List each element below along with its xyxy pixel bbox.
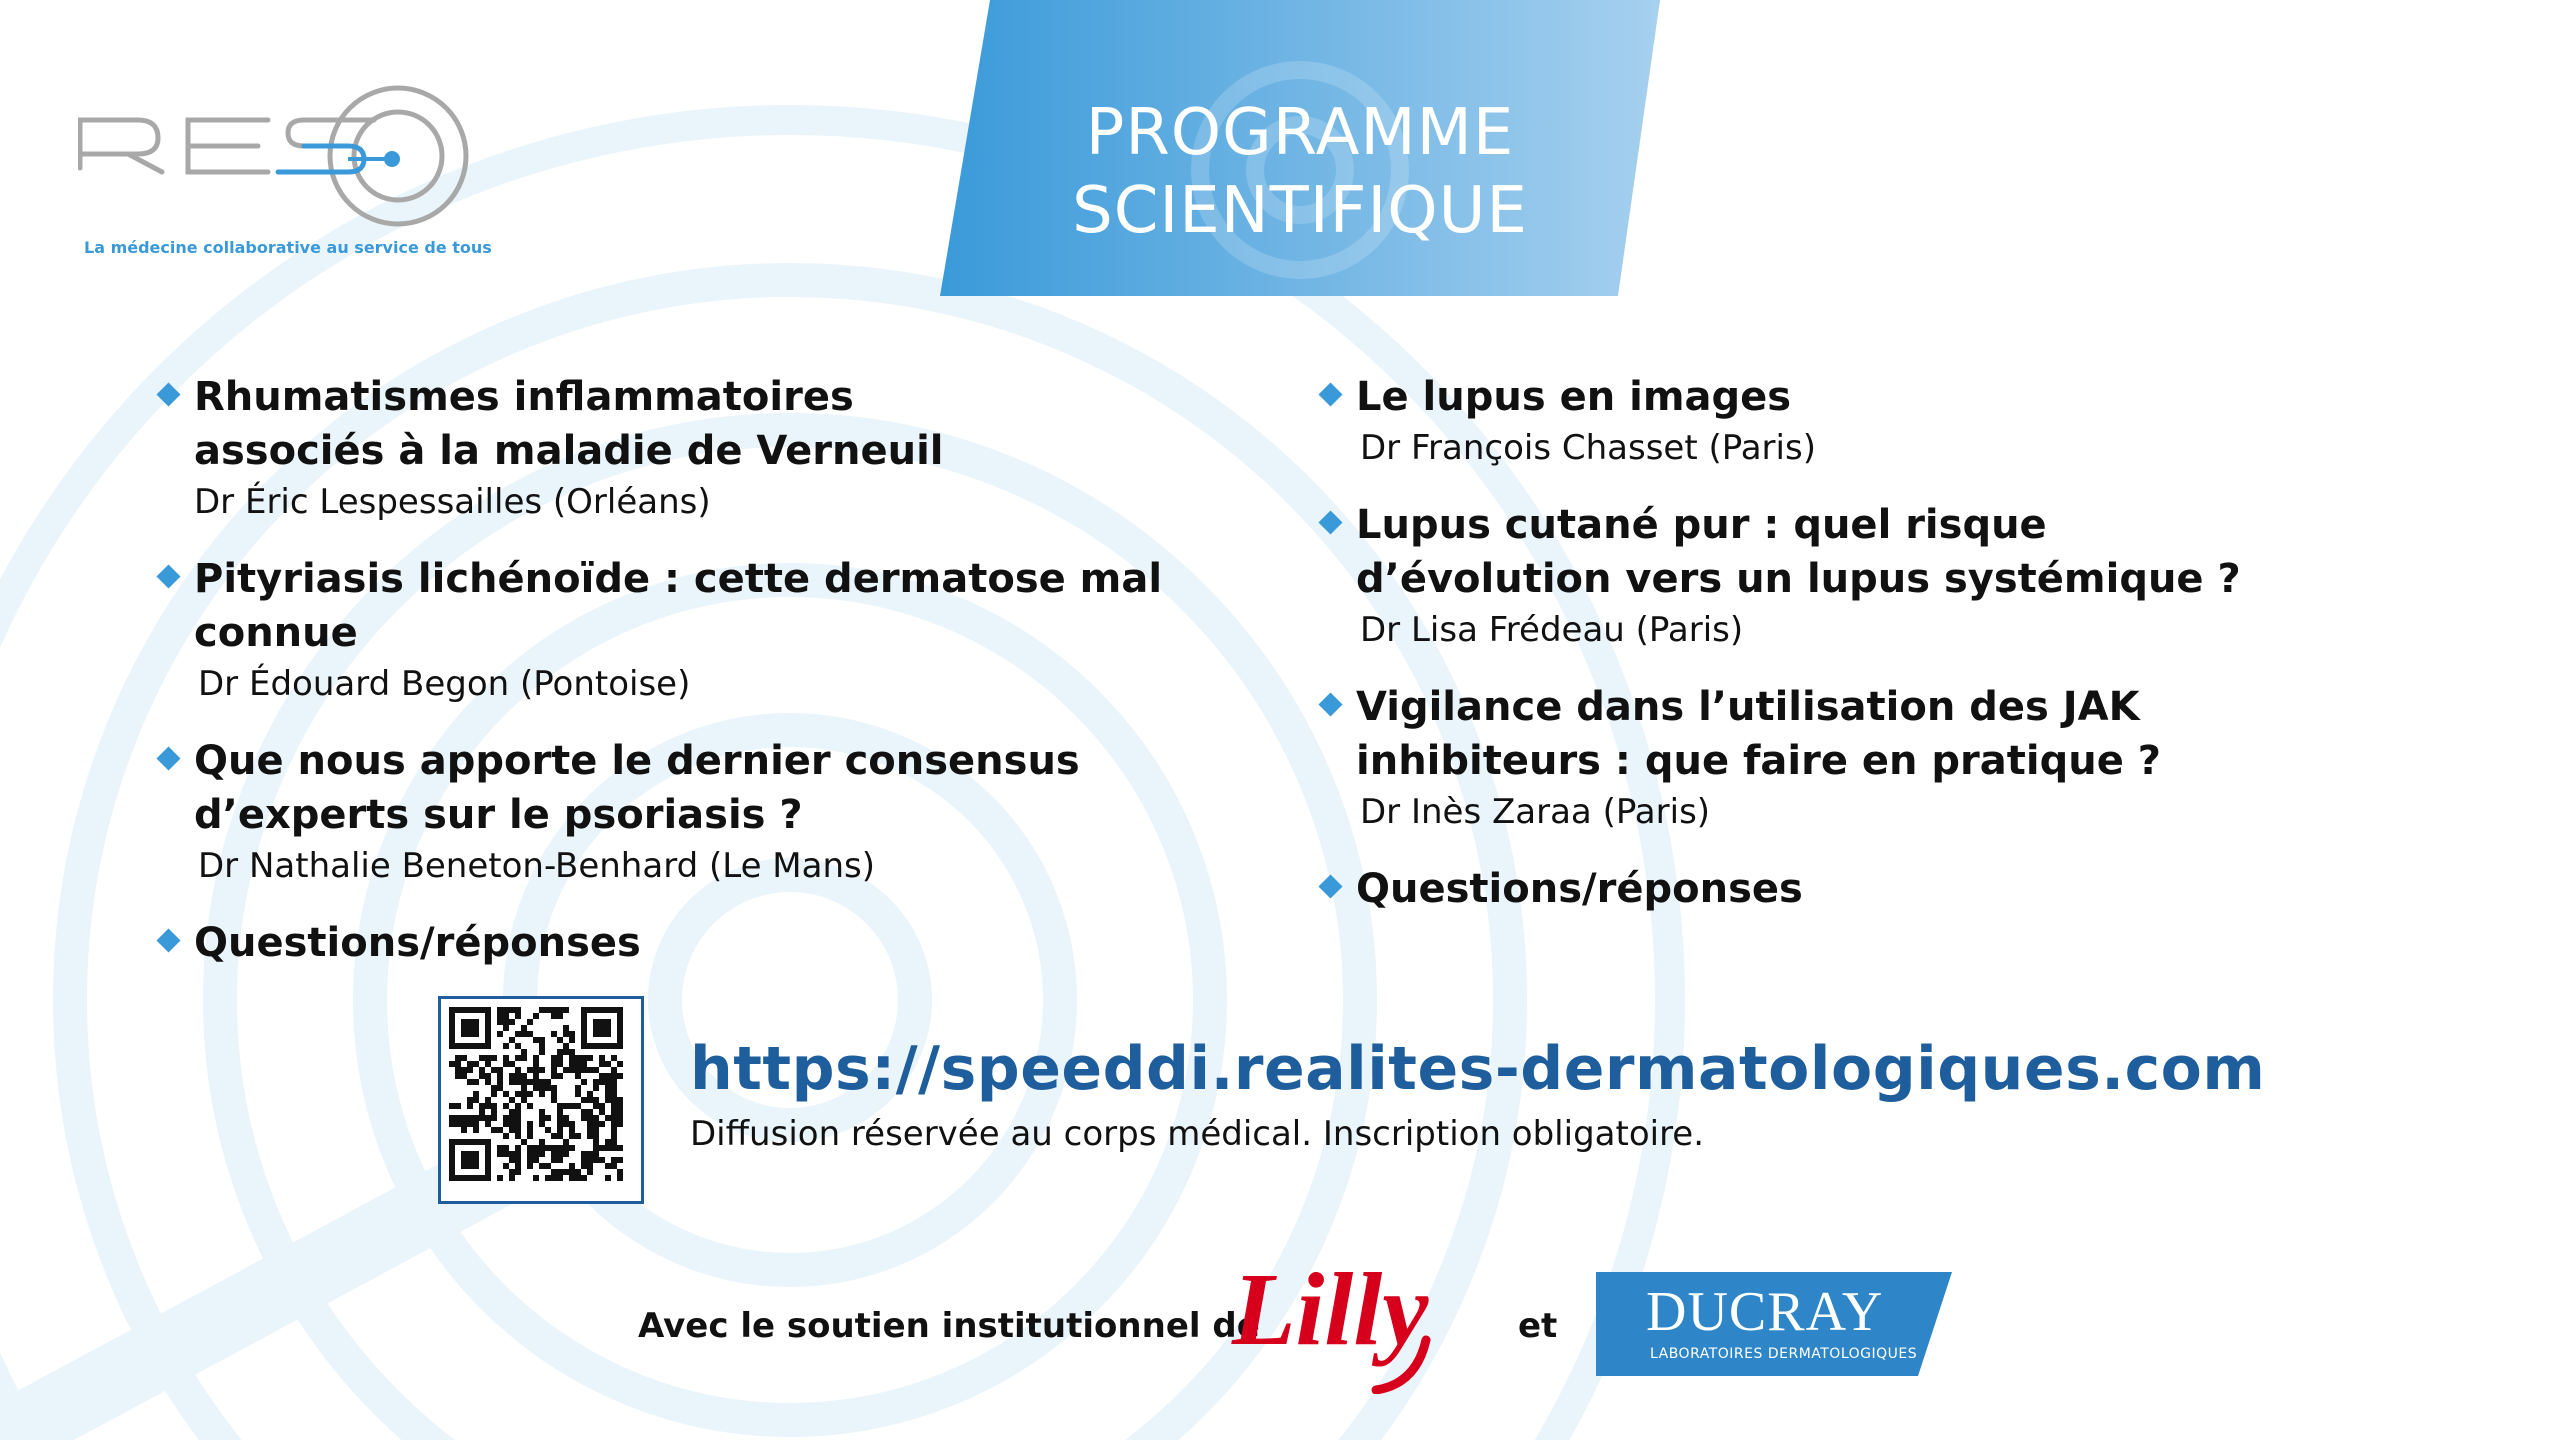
bullet-diamond-icon bbox=[1318, 382, 1342, 406]
program-item bbox=[1320, 862, 2460, 916]
program-right-column bbox=[1320, 370, 2460, 916]
program-item bbox=[1320, 498, 2460, 654]
reso-logo-graphic bbox=[78, 80, 478, 230]
program-item-title: Rhumatismes inflammatoires associés à la maladie de Verneuil bbox=[194, 374, 944, 474]
program-item bbox=[158, 916, 1308, 970]
program-left-column bbox=[158, 370, 1308, 970]
program-item bbox=[1320, 370, 2460, 472]
program-item-title: Le lupus en images bbox=[1356, 374, 1792, 420]
program-item-title: Lupus cutané pur : quel risque d’évolution vers un lupus systémique ? bbox=[1356, 502, 2241, 602]
bullet-diamond-icon bbox=[1318, 692, 1342, 716]
program-item-title: Que nous apporte le dernier consensus d’experts sur le psoriasis ? bbox=[194, 738, 1080, 838]
registration-link[interactable]: https://speeddi.realites-dermatologiques.com bbox=[690, 1034, 2266, 1104]
ducray-logo bbox=[1596, 1272, 1952, 1376]
sponsor-conjunction: et bbox=[1518, 1306, 1558, 1346]
bullet-diamond-icon bbox=[156, 928, 180, 952]
bullet-diamond-icon bbox=[156, 564, 180, 588]
bullet-diamond-icon bbox=[156, 746, 180, 770]
program-header bbox=[940, 0, 1660, 296]
program-item-speaker: Dr Édouard Begon (Pontoise) bbox=[198, 664, 691, 704]
program-item-speaker: Dr Lisa Frédeau (Paris) bbox=[1360, 610, 1744, 650]
program-item-title: Questions/réponses bbox=[1356, 866, 1803, 912]
header-title-line2: SCIENTIFIQUE bbox=[1072, 174, 1528, 248]
header-title-line1: PROGRAMME bbox=[1085, 96, 1515, 170]
program-item-speaker: Dr François Chasset (Paris) bbox=[1360, 428, 1816, 468]
ducray-logo-name: DUCRAY bbox=[1646, 1281, 1884, 1343]
lilly-logo-graphic bbox=[1226, 1244, 1486, 1394]
reso-logo bbox=[78, 80, 492, 260]
program-item-title: Pityriasis lichénoïde : cette dermatose mal connue bbox=[194, 556, 1163, 656]
sponsor-intro: Avec le soutien institutionnel de bbox=[638, 1306, 1260, 1346]
bullet-diamond-icon bbox=[1318, 510, 1342, 534]
program-item-title: Questions/réponses bbox=[194, 920, 641, 966]
program-item-title: Vigilance dans l’utilisation des JAK inhibiteurs : que faire en pratique ? bbox=[1356, 684, 2161, 784]
bullet-diamond-icon bbox=[1318, 874, 1342, 898]
registration-note: Diffusion réservée au corps médical. Inscription obligatoire. bbox=[690, 1114, 1705, 1154]
lilly-logo bbox=[1226, 1244, 1486, 1394]
qr-code-pattern bbox=[449, 1007, 633, 1193]
qr-code[interactable] bbox=[438, 996, 644, 1204]
header-title bbox=[940, 94, 1660, 250]
program-item-speaker: Dr Éric Lespessailles (Orléans) bbox=[194, 482, 711, 522]
bullet-diamond-icon bbox=[156, 382, 180, 406]
program-item-speaker: Dr Inès Zaraa (Paris) bbox=[1360, 792, 1711, 832]
program-item bbox=[158, 734, 1308, 890]
logo-tagline: La médecine collaborative au service de tous bbox=[84, 238, 492, 257]
program-item-speaker: Dr Nathalie Beneton-Benhard (Le Mans) bbox=[198, 846, 875, 886]
program-item bbox=[1320, 680, 2460, 836]
program-item bbox=[158, 552, 1308, 708]
program-item bbox=[158, 370, 1308, 526]
ducray-logo-subtitle: LABORATOIRES DERMATOLOGIQUES bbox=[1650, 1346, 1918, 1362]
lilly-logo-text: Lilly bbox=[1232, 1252, 1429, 1367]
